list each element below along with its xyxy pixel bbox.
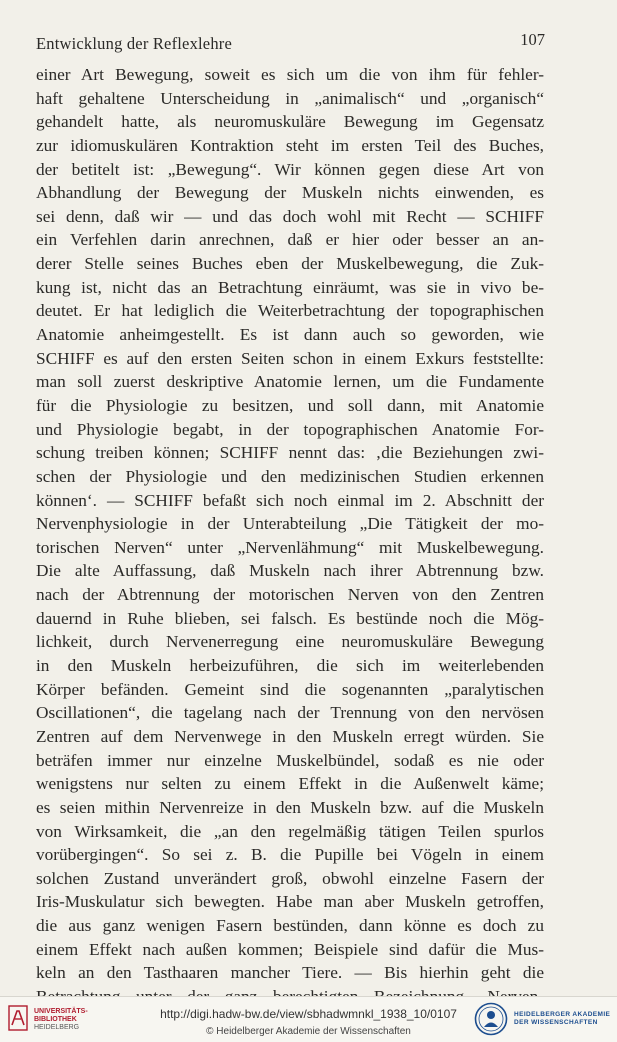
text-line: von Wirksamkeit, die „an den regelmäßig tätigen Teilen spurlos [36,821,544,841]
text-line: Körper befänden. Gemeint sind die sogenannten „paralytischen [36,679,544,699]
text-line: schen der Physiologie und den medizinischen Studien erkennen [36,466,544,486]
text-line: kung ist, nicht das an Betrachtung einräumt, was sie in vivo be- [36,277,544,297]
text-line: in den Muskeln herbeizuführen, die sich im weiterlebenden [36,656,544,676]
text-line: Zentren auf dem Nervenwege in den Muskeln erregt würden. Sie [36,726,544,746]
text-line: haft gehaltene Unterscheidung in „animalisch“ und „organisch“ [36,88,544,108]
text-line: lichkeit, durch Nervenerregung eine neuromuskuläre Bewegung [36,632,544,652]
text-line: gehandelt hatte, als neuromuskuläre Bewegung im Gegensatz [36,112,544,132]
text-line: zur idiomuskulären Kontraktion steht im ersten Teil des Buches, [36,135,544,155]
text-line: deutet. Er hat lediglich die Weiterbetrachtung der topographischen [36,301,544,321]
text-line: können‘. — SCHIFF befaßt sich noch einmal im 2. Abschnitt der [36,490,544,510]
text-line: keln an den Tasthaaren mancher Tiere. — Bis hierhin geht die [36,963,544,983]
text-line: schung treiben können; SCHIFF nennt das: ‚die Beziehungen zwi- [36,443,544,463]
text-line: die aus ganz wenigen Fasern bestünden, dann könne es doch zu [36,916,544,936]
text-line: dauernd in Ruhe blieben, sei falsch. Es bestünde noch die Mög- [36,608,544,628]
text-line: einem Effekt nach außen kommen; Beispiele sind dafür die Mus- [36,939,544,959]
university-library-line-1: UNIVERSITÄTS- [34,1008,88,1015]
text-line: Nervenphysiologie in der Unterabteilung „Die Tätigkeit der mo- [36,514,544,534]
text-line: man soll zuerst deskriptive Anatomie lernen, um die Fundamente [36,372,544,392]
text-line: für die Physiologie zu besitzen, und soll dann, mit Anatomie [36,395,544,415]
text-line: und Physiologie begabt, in der topographischen Anatomie For- [36,419,544,439]
university-library-line-2: BIBLIOTHEK [34,1016,77,1023]
text-line: torischen Nerven“ unter „Nervenlähmung“ mit Muskelbewegung. [36,537,544,557]
text-line: derer Stelle seines Buches eben der Muskelbewegung, die Zuk- [36,254,544,274]
body-text [36,63,544,1009]
permalink-url[interactable]: http://digi.hadw-bw.de/view/sbhadwmnkl_1938_10/0107 [160,1007,457,1021]
text-line: Oscillationen“, die tagelang nach der Trennung von den nervösen [36,703,544,723]
text-line: beträfen immer nur einzelne Muskelbündel, sodaß es nie oder [36,750,544,770]
running-title: Entwicklung der Reflexlehre [36,34,232,53]
text-line: der betitelt ist: „Bewegung“. Wir können gegen diese Art von [36,159,544,179]
page-header [36,30,545,54]
academy-name-line-2: DER WISSENSCHAFTEN [514,1019,598,1026]
text-line: SCHIFF es auf den ersten Seiten schon in einem Exkurs feststellte: [36,348,544,368]
academy-seal-icon[interactable] [474,1002,508,1036]
text-line: Iris-Muskulatur sich bewegten. Habe man aber Muskeln getroffen, [36,892,544,912]
copyright-notice: © Heidelberger Akademie der Wissenschaften [206,1026,411,1037]
text-line: es seien mithin Nervenreize in den Muskeln bzw. auf die Muskeln [36,797,544,817]
text-line: Abhandlung der Bewegung der Muskeln nichts einwenden, es [36,183,544,203]
text-line: wenigstens nur selten zu einem Effekt in die Außenwelt käme; [36,774,544,794]
text-line: sei denn, daß wir — und das doch wohl mit Recht — SCHIFF [36,206,544,226]
text-line: vorübergingen“. So sei z. B. die Pupille bei Vögeln in einem [36,845,544,865]
text-line: nach der Abtrennung der motorischen Nerven von den Zentren [36,585,544,605]
university-library-line-3: HEIDELBERG [34,1024,80,1031]
text-line: solchen Zustand unverändert groß, obwohl einzelne Fasern der [36,868,544,888]
page-number: 107 [520,30,545,49]
text-line: Anatomie anheimgestellt. Es ist dann auch so geworden, wie [36,325,544,345]
text-line: Die alte Auffassung, daß Muskeln nach ihrer Abtrennung bzw. [36,561,544,581]
text-line: einer Art Bewegung, soweit es sich um die von ihm für fehler- [36,65,544,84]
academy-name-line-1: HEIDELBERGER AKADEMIE [514,1011,611,1018]
viewer-footer [0,996,617,1042]
academy-name[interactable] [514,1011,610,1027]
text-line: ein Verfehlen darin anrechnen, daß er hier oder besser an an- [36,230,544,250]
